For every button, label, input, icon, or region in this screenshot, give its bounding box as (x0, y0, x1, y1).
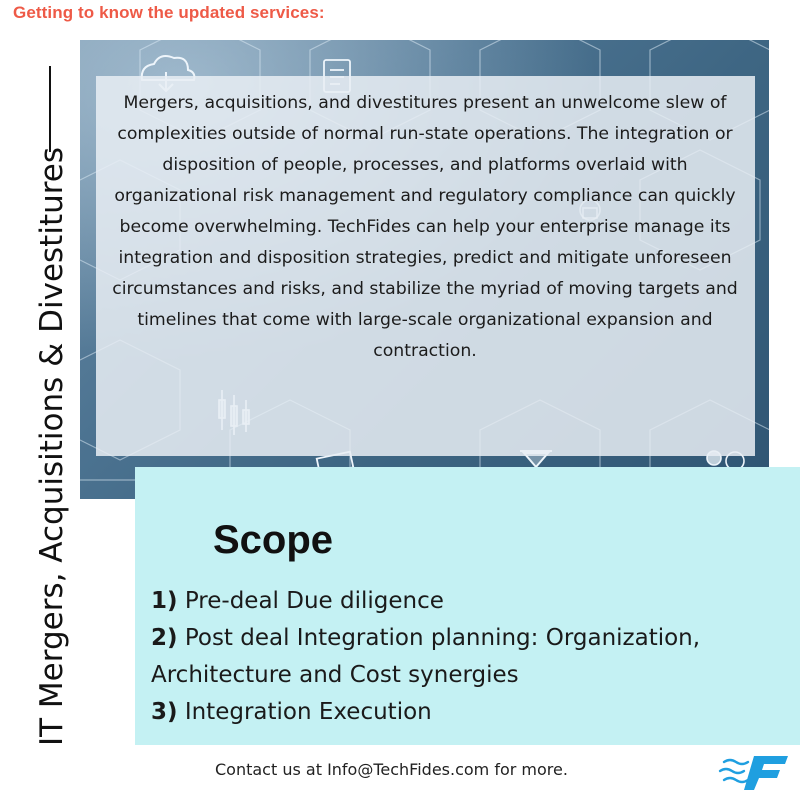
vertical-title-block (30, 66, 74, 746)
scope-item-text: Integration Execution (177, 699, 432, 725)
scope-item-number: 1) (151, 588, 178, 614)
scope-item (151, 620, 791, 694)
scope-item (151, 694, 791, 731)
scope-item-number: 3) (151, 699, 178, 725)
techfides-logo-icon (718, 752, 790, 792)
scope-item-text: Post deal Integration planning: Organization, Architecture and Cost synergies (151, 625, 701, 688)
scope-item (151, 583, 791, 620)
scope-item-number: 2) (151, 625, 178, 651)
vertical-title: IT Mergers, Acquisitions & Divestitures (34, 146, 70, 746)
hero-body-text: Mergers, acquisitions, and divestitures present an unwelcome slew of complexities outside of normal run-state operations. The integration or disposition of people, processes, and platforms overlaid with organizational risk management and regulatory compliance can quickly become overwhelming. TechFides can help your enterprise manage its integration and disposition strategies, predict and mitigate unforeseen circumstances and risks, and stabilize the myriad of moving targets and timelines that come with large-scale organizational expansion and contraction. (112, 93, 738, 361)
scope-title: Scope (213, 518, 334, 562)
scope-list (151, 583, 791, 731)
footer-contact: Contact us at Info@TechFides.com for more. (215, 760, 568, 779)
scope-item-text: Pre-deal Due diligence (177, 588, 444, 614)
header-label: Getting to know the updated services: (13, 3, 325, 22)
